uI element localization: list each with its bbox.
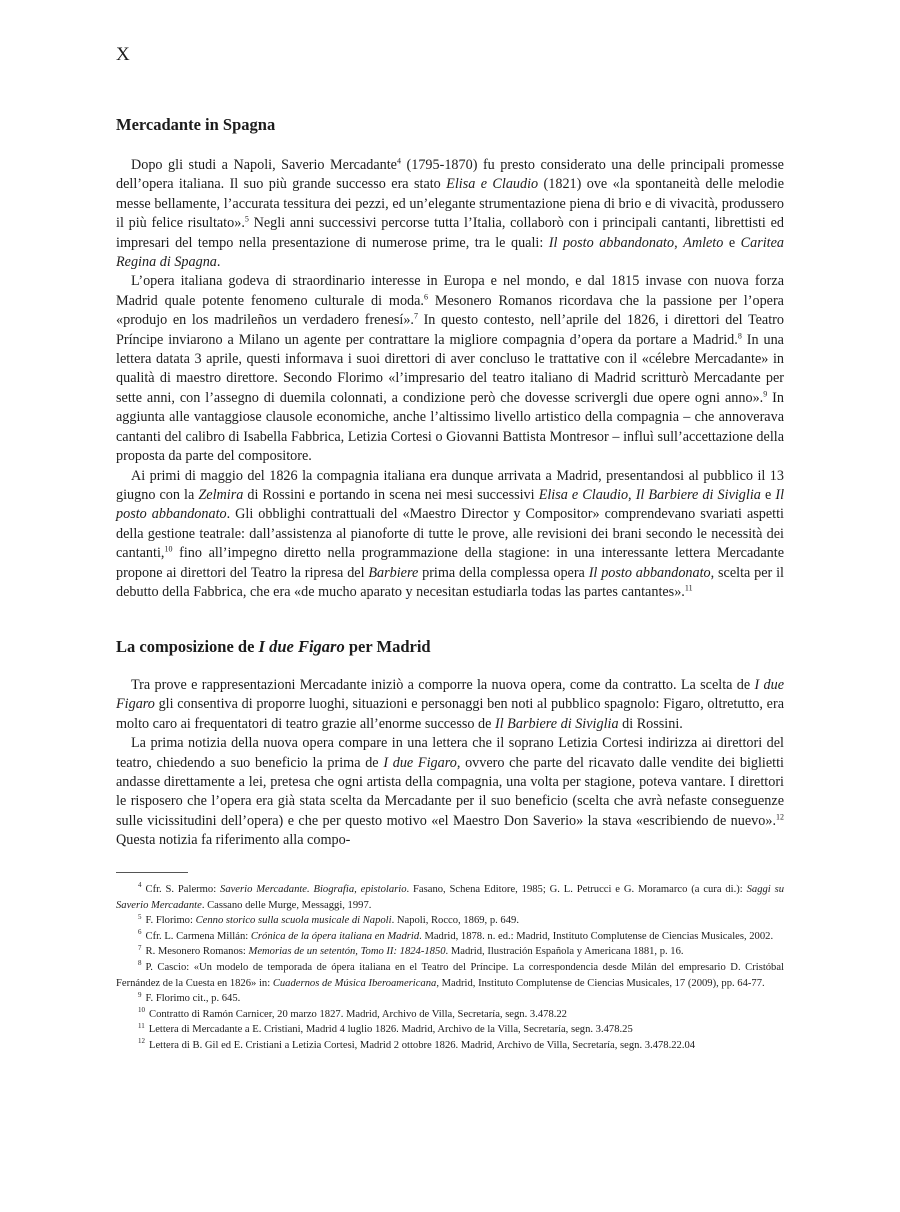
- paragraph: Dopo gli studi a Napoli, Saverio Mercadante$^4$ (1795-1870) fu presto considerato una delle principali promesse dell’opera italiana. Il suo più grande successo era stato Elisa e Claudio (1821) ove «la spontaneità delle melodie messe bellamente, l’accurata tessitura dei pezzi, ed un’elegante strumentazione piena di brio e di vivacità, produssero il più felice risultato».$^5$ Negli anni successivi percorse tutta l’Italia, collaborò con i principali cantanti, librettisti ed impresari del tempo nella presentazione di numerose prime, tra le quali: Il posto abbandonato, Amleto e Caritea Regina di Spagna.: [116, 156, 785, 271]
- section-heading: Mercadante in Spagna: [116, 115, 276, 134]
- page-number: X: [116, 44, 131, 65]
- section-mercadante-in-spagna: [116, 114, 784, 602]
- paragraph: La prima notizia della nuova opera compare in una lettera che il soprano Letizia Cortesi indirizza ai direttori del teatro, chiedendo a suo beneficio la prima de I due Figaro, ovvero che parte del ricavato dalle vendite dei biglietti andasse direttamente a lei, pretesa che ogni artista della compagnia, una volta per stagione, poteva vantare. I direttori le risposero che l’opera era già stata scelta da Mercadante per il suo beneficio (scelta che avrà nefaste conseguenze sulle vicissitudini dell’opera) e che per questo motivo «el Maestro Don Saverio» la stava «escribiendo de nuevo».$^{12}$ Questa notizia fa riferimento alla compo-: [116, 735, 784, 849]
- footnote: $^8$ P. Cascio: «Un modelo de temporada de ópera italiana en el Teatro del Príncipe. La correspondencia desde Milán del empresario D. Cristóbal Fernández de la Cuesta en 1826» in: Cuadernos de Música Iberoamericana, Madrid, Instituto Complutense de Ciencias Musicales, 17 (2009), pp. 64-77.: [116, 959, 784, 989]
- footnote: $^4$ Cfr. S. Palermo: Saverio Mercadante. Biografia, epistolario. Fasano, Schena Editore, 1985; G. L. Petrucci e G. Moramarco (a cura di.): Saggi su Saverio Mercadante. Cassano delle Murge, Messaggi, 1997.: [116, 881, 784, 911]
- footnote: $^{12}$ Lettera di B. Gil ed E. Cristiani a Letizia Cortesi, Madrid 2 ottobre 1826. Madrid, Archivo de Villa, Secretaría, segn. 3.478.22.04: [138, 1037, 696, 1051]
- footnote: $^5$ F. Florimo: Cenno storico sulla scuola musicale di Napoli. Napoli, Rocco, 1869, p. 649.: [138, 912, 519, 927]
- footnote: $^{10}$ Contratto di Ramón Carnicer, 20 marzo 1827. Madrid, Archivo de Villa, Secretaría, segn. 3.478.22: [138, 1006, 567, 1020]
- footnotes: [116, 882, 784, 1054]
- section-heading: La composizione de I due Figaro per Madrid: [116, 637, 431, 656]
- section-composizione: [116, 636, 784, 851]
- footnote: $^7$ R. Mesonero Romanos: Memorias de un setentón, Tomo II: 1824-1850. Madrid, Ilustración Española y Americana 1881, p. 16.: [138, 943, 684, 958]
- footnote: $^{11}$ Lettera di Mercadante a E. Cristiani, Madrid 4 luglio 1826. Madrid, Archivo de la Villa, Secretaría, segn. 3.478.25: [138, 1021, 633, 1036]
- paragraph: L’opera italiana godeva di straordinario interesse in Europa e nel mondo, e dal 1815 invase con nuova forza Madrid quale potente fenomeno culturale di moda.$^6$ Mesonero Romanos ricordava che la passione per l’opera «produjo en los madrileños un verdadero frenesí».$^7$ In questo contesto, nell’aprile del 1826, i direttori del Teatro Príncipe inviarono a Milano un agente per contrattare la migliore compagnia d’opera da portare a Madrid.$^8$ In una lettera datata 3 aprile, questi informava i suoi direttori di aver concluso le trattative con il «célebre Mercadante» in qualità di maestro direttore. Secondo Florimo «l’impresario del teatro italiano di Madrid scritturò Mercadante per sette anni, con l’assegno di duemila colonnati, a condizione però che dovesse scrivergli due opere ogni anno».$^9$ In aggiunta alle vantaggiose clausole economiche, anche l’altissimo livello artistico della compagnia – che annoverava cantanti del calibro di Isabella Fabbrica, Letizia Cortesi o Giovanni Battista Montresor – influì sull’accettazione della proposta da parte del compositore.: [116, 273, 784, 465]
- footnote: $^6$ Cfr. L. Carmena Millán: Crónica de la ópera italiana en Madrid. Madrid, 1878. n. ed.: Madrid, Instituto Complutense de Ciencias Musicales, 2002.: [138, 928, 774, 942]
- footnote: $^9$ F. Florimo cit., p. 645.: [138, 990, 241, 1005]
- paragraph: Ai primi di maggio del 1826 la compagnia italiana era dunque arrivata a Madrid, presentandosi al pubblico il 13 giugno con la Zelmira di Rossini e portando in scena nei mesi successivi Elisa e Claudio, Il Barbiere di Siviglia e Il posto abbandonato. Gli obblighi contrattuali del «Maestro Director y Compositor» comprendevano svariati aspetti della gestione teatrale: dall’assistenza al pianoforte di tutte le prove, alle revisioni dei brani secondo le necessità dei cantanti,$^{10}$ fino all’impegno diretto nella programmazione della stagione: in una interessante lettera Mercadante propone ai direttori del Teatro la ripresa del Barbiere prima della complessa opera Il posto abbandonato, scelta per il debutto della Fabbrica, che era «de mucho aparato y necesitan estudiarla todas las partes cantantes».$^{11}$: [116, 467, 785, 600]
- paragraph: Tra prove e rappresentazioni Mercadante iniziò a comporre la nuova opera, come da contratto. La scelta de I due Figaro gli consentiva di proporre luoghi, situazioni e personaggi ben noti al pubblico spagnolo: Figaro, oltretutto, era molto caro ai frequentatori di teatro grazie all’enorme successo de Il Barbiere di Siviglia di Rossini.: [116, 677, 784, 732]
- footnote-divider: [116, 872, 188, 873]
